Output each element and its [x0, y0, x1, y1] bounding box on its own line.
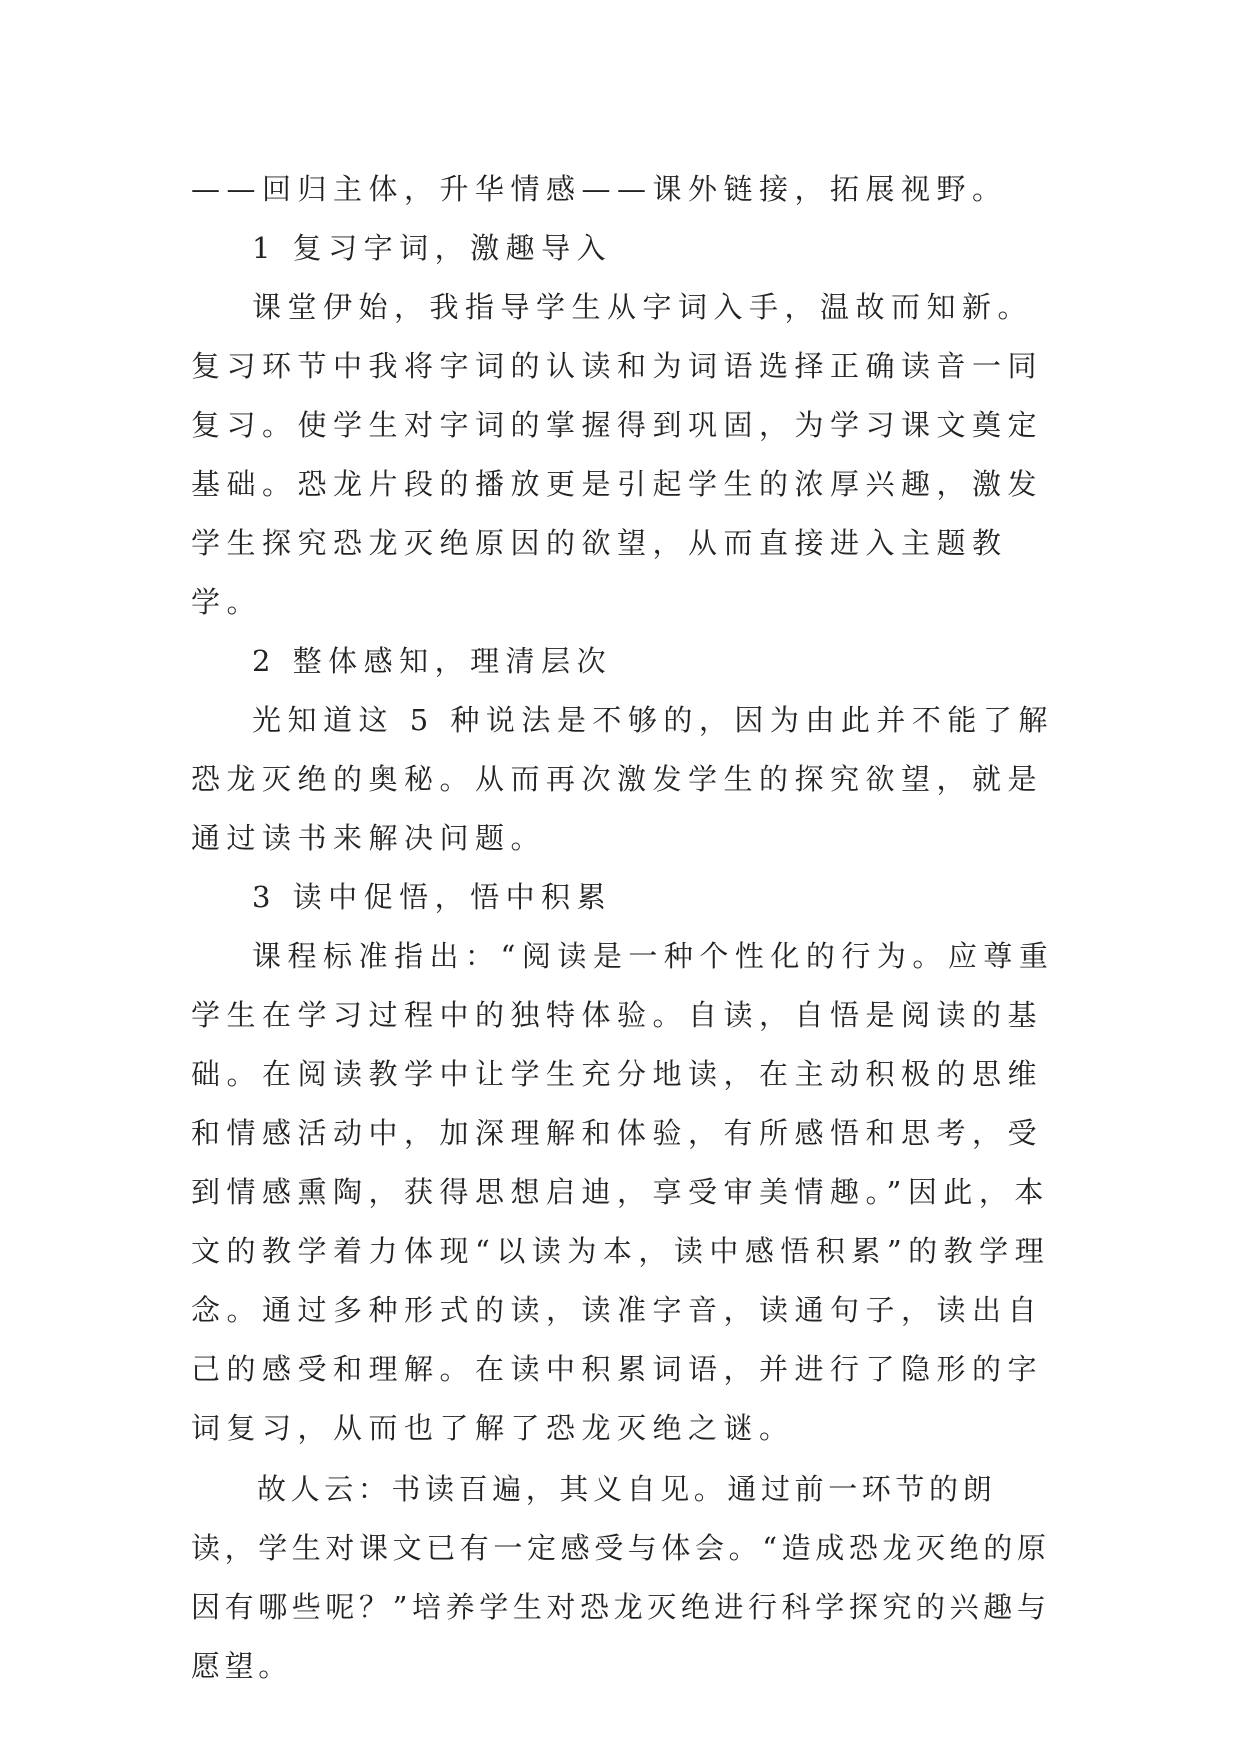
section-heading-2: 2 整体感知，理清层次 — [252, 644, 613, 678]
section-heading-1: 1 复习字词，激趣导入 — [252, 231, 613, 265]
section-heading-3: 3 读中促悟，悟中积累 — [252, 880, 613, 914]
document-page — [191, 160, 1061, 1696]
paragraph-review-words: 课堂伊始，我指导学生从字词入手，温故而知新。复习环节中我将字词的认读和为词语选择正确读音一同复习。使学生对字词的掌握得到巩固，为学习课文奠定基础。恐龙片段的播放更是引起学生的浓厚兴趣，激发学生探究恐龙灭绝原因的欲望，从而直接进入主题教学。 — [191, 290, 1044, 619]
paragraph-overall-perception: 光知道这 5 种说法是不够的，因为由此并不能了解恐龙灭绝的奥秘。从而再次激发学生的探究欲望，就是通过读书来解决问题。 — [191, 703, 1054, 855]
paragraph-closing: 故人云：书读百遍，其义自见。通过前一环节的朗读，学生对课文已有一定感受与体会。“造成恐龙灭绝的原因有哪些呢？”培养学生对恐龙灭绝进行科学探究的兴趣与愿望。 — [191, 1472, 1051, 1683]
intro-line: ——回归主体，升华情感——课外链接，拓展视野。 — [191, 172, 1008, 206]
paragraph-reading-insight: 课程标准指出：“阅读是一种个性化的行为。应尊重学生在学习过程中的独特体验。自读，自悟是阅读的基础。在阅读教学中让学生充分地读，在主动积极的思维和情感活动中，加深理解和体验，有所感悟和思考，受到情感熏陶，获得思想启迪，享受审美情趣。”因此，本文的教学着力体现“以读为本，读中感悟积累”的教学理念。通过多种形式的读，读准字音，读通句子，读出自己的感受和理解。在读中积累词语，并进行了隐形的字词复习，从而也了解了恐龙灭绝之谜。 — [191, 939, 1055, 1445]
